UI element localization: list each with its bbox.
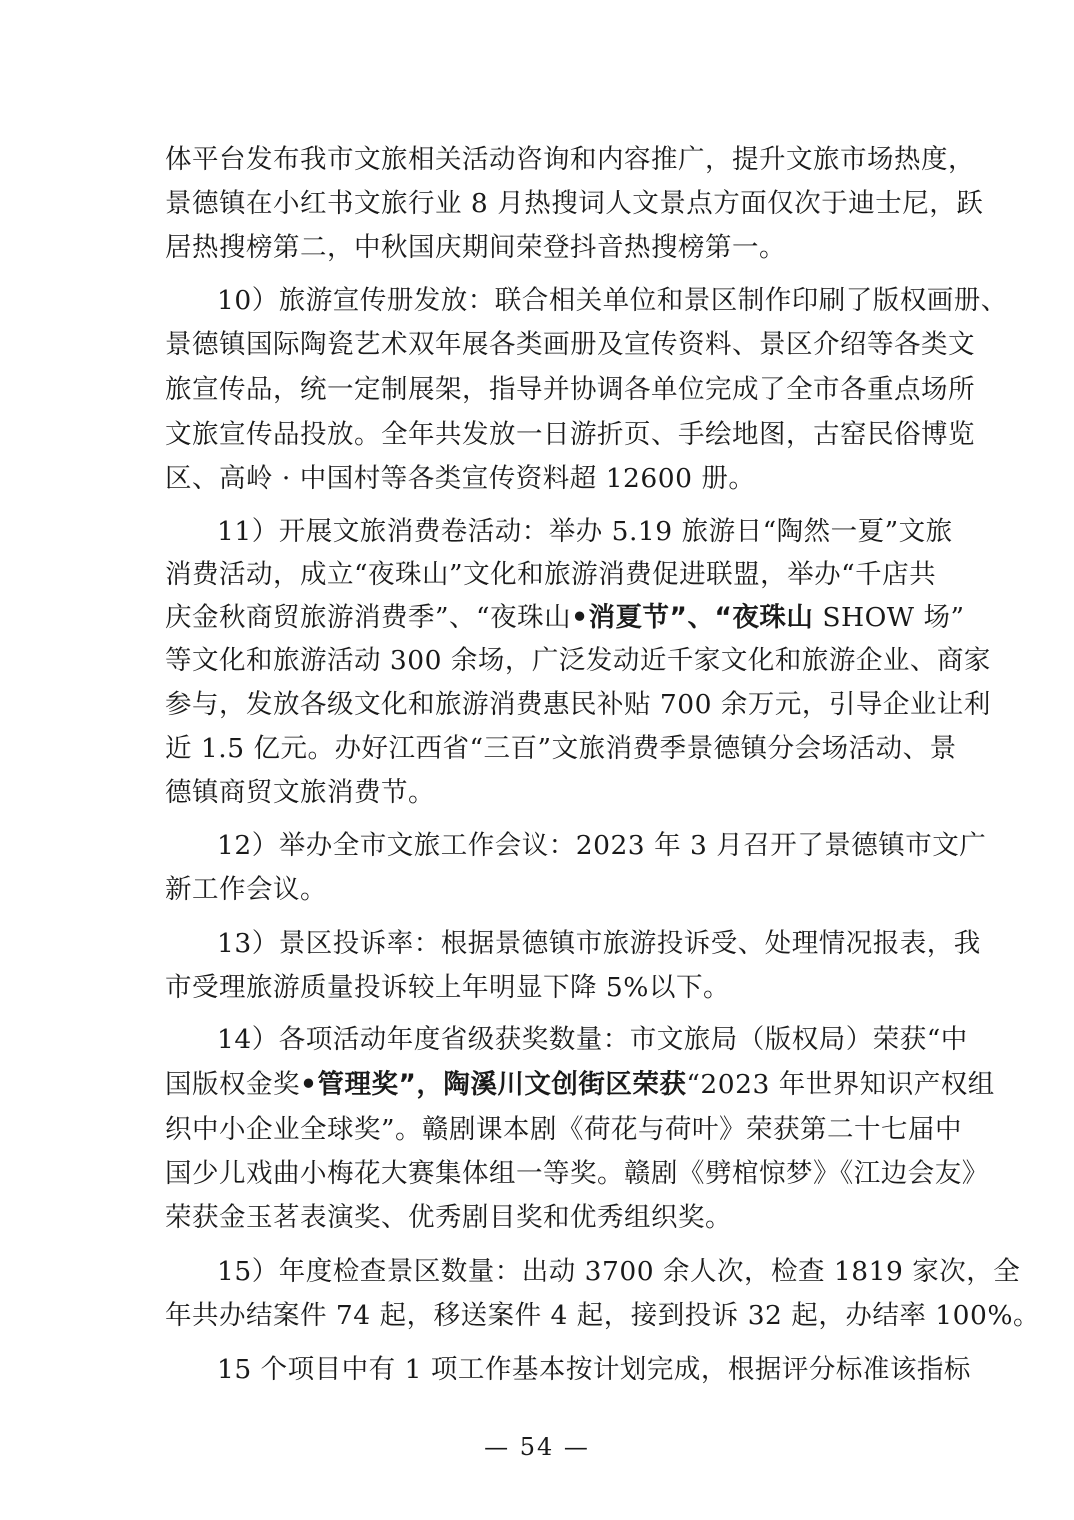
paragraph-line: 居热搜榜第二，中秋国庆期间荣登抖音热搜榜第一。 — [165, 232, 786, 263]
paragraph-line: 体平台发布我市文旅相关活动咨询和内容推广，提升文旅市场热度， — [165, 144, 975, 175]
paragraph-line: 12）举办全市文旅工作会议：2023 年 3 月召开了景德镇市文广 — [217, 830, 987, 861]
paragraph-line: 等文化和旅游活动 300 余场，广泛发动近千家文化和旅游企业、商家 — [165, 645, 991, 676]
paragraph-line: 近 1.5 亿元。办好江西省“三百”文旅消费季景德镇分会场活动、景 — [165, 733, 957, 764]
paragraph-line: 13）景区投诉率：根据景德镇市旅游投诉受、处理情况报表，我 — [217, 928, 981, 959]
paragraph-line: 15）年度检查景区数量：出动 3700 余人次，检查 1819 家次，全 — [217, 1256, 1021, 1287]
paragraph-line: 市受理旅游质量投诉较上年明显下降 5%以下。 — [165, 972, 730, 1003]
bold-text-segment: •消夏节”、“夜珠山 — [571, 602, 814, 633]
bold-text-segment: •管理奖”，陶溪川文创街区荣获 — [300, 1069, 687, 1100]
paragraph-line: 区、高岭 · 中国村等各类宣传资料超 12600 册。 — [165, 463, 756, 494]
paragraph-line: 国少儿戏曲小梅花大赛集体组一等奖。赣剧《劈棺惊梦》《江边会友》 — [165, 1158, 989, 1189]
paragraph-line: 年共办结案件 74 起，移送案件 4 起，接到投诉 32 起，办结率 100%。 — [165, 1300, 1041, 1331]
paragraph-line: 德镇商贸文旅消费节。 — [165, 777, 435, 808]
paragraph-line: 10）旅游宣传册发放：联合相关单位和景区制作印刷了版权画册、 — [217, 285, 1008, 316]
paragraph-line-mixed — [165, 600, 965, 636]
paragraph-line: 新工作会议。 — [165, 874, 327, 905]
paragraph-line: 景德镇国际陶瓷艺术双年展各类画册及宣传资料、景区介绍等各类文 — [165, 329, 975, 360]
text-segment: 庆金秋商贸旅游消费季”、“夜珠山 — [165, 602, 572, 633]
text-segment: 国版权金奖 — [165, 1069, 300, 1100]
text-segment: “2023 年世界知识产权组 — [686, 1069, 995, 1100]
page-number: — 54 — — [484, 1433, 590, 1461]
paragraph-line: 参与，发放各级文化和旅游消费惠民补贴 700 余万元，引导企业让利 — [165, 689, 991, 720]
paragraph-line: 文旅宣传品投放。全年共发放一日游折页、手绘地图，古窑民俗博览 — [165, 419, 975, 450]
paragraph-line: 15 个项目中有 1 项工作基本按计划完成，根据评分标准该指标 — [217, 1354, 971, 1385]
paragraph-line: 11）开展文旅消费卷活动：举办 5.19 旅游日“陶然一夏”文旅 — [217, 516, 953, 547]
paragraph-line: 旅宣传品，统一定制展架，指导并协调各单位完成了全市各重点场所 — [165, 374, 975, 405]
paragraph-line: 荣获金玉茗表演奖、优秀剧目奖和优秀组织奖。 — [165, 1202, 732, 1233]
paragraph-line: 14）各项活动年度省级获奖数量：市文旅局（版权局）荣获“中 — [217, 1024, 968, 1055]
paragraph-line-mixed — [165, 1067, 995, 1103]
paragraph-line: 织中小企业全球奖”。赣剧课本剧《荷花与荷叶》荣获第二十七届中 — [165, 1114, 963, 1145]
text-segment: SHOW 场” — [813, 602, 965, 633]
paragraph-line: 消费活动，成立“夜珠山”文化和旅游消费促进联盟，举办“千店共 — [165, 559, 937, 590]
paragraph-line: 景德镇在小红书文旅行业 8 月热搜词人文景点方面仅次于迪士尼，跃 — [165, 188, 984, 219]
